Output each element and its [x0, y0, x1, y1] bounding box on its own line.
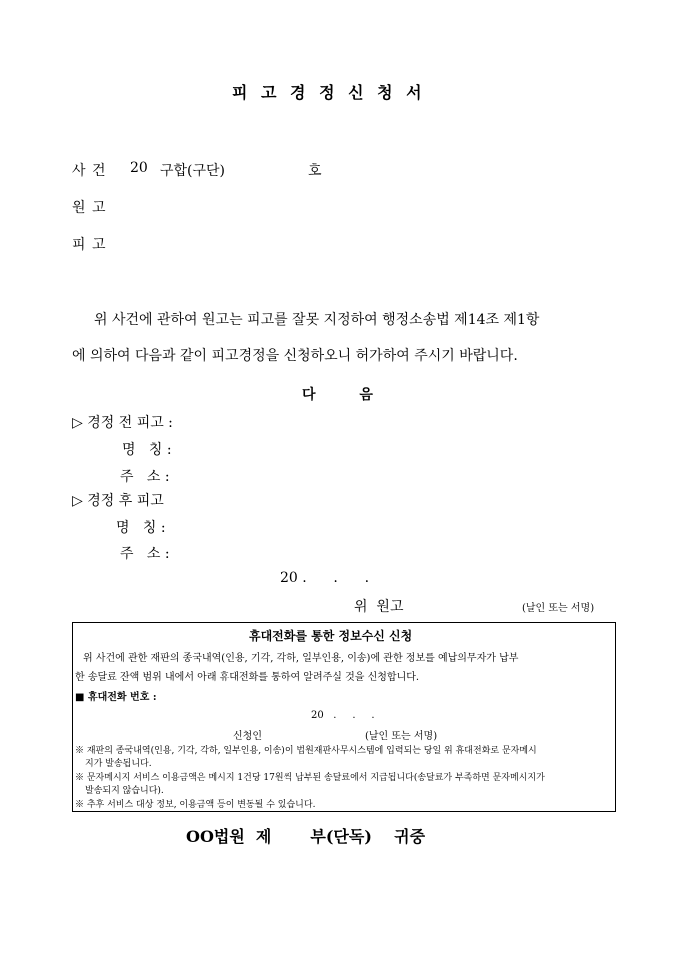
after-address-label: 주 소 : — [120, 546, 170, 562]
sms-desc-line-2: 한 송달료 잔액 범위 내에서 아래 휴대전화를 통하여 알려주실 것을 신청합니다. — [75, 672, 420, 683]
body-line-1: 위 사건에 관하여 원고는 피고를 잘못 지정하여 행정소송법 제14조 제1항 — [94, 312, 540, 328]
plaintiff-label: 원 고 — [72, 200, 107, 216]
case-type: 구합(구단) — [160, 163, 226, 179]
before-address-label: 주 소 : — [120, 469, 170, 485]
sms-application-box — [72, 622, 616, 812]
notice-3: ※ 추후 서비스 대상 정보, 이용금액 등이 변동될 수 있습니다. — [75, 800, 316, 810]
defendant-label: 피 고 — [72, 237, 107, 253]
sms-date: 20 . . . — [311, 710, 375, 721]
before-name-label: 명 칭 : — [122, 442, 172, 458]
notice-2-line-1: ※ 문자메시지 서비스 이용금액은 메시지 1건당 17원씩 납부된 송달료에서 지급됩니다(송달료가 부족하면 문자메시지가 — [75, 773, 545, 783]
notice-1-line-1: ※ 재판의 종국내역(인용, 기각, 각하, 일부인용, 이송)이 법원재판사무시스템에 입력되는 당일 위 휴대전화로 문자메시 — [75, 746, 537, 756]
date-line: 20 . . . — [280, 570, 370, 586]
applicant-label: 신청인 — [233, 731, 262, 742]
page-title: 피 고 경 정 신 청 서 — [232, 83, 426, 102]
sms-box-title: 휴대전화를 통한 정보수신 신청 — [249, 629, 413, 643]
notice-2-line-2: 발송되지 않습니다). — [85, 786, 164, 796]
case-label: 사 건 — [72, 163, 107, 179]
sms-desc-line-1: 위 사건에 관한 재판의 종국내역(인용, 기각, 각하, 일부인용, 이송)에 관한 정보를 예납의무자가 납부 — [83, 653, 519, 664]
seal-note: (날인 또는 서명) — [522, 603, 595, 614]
case-year: 20 — [130, 160, 148, 176]
body-line-2: 에 의하여 다음과 같이 피고경정을 신청하오니 허가하여 주시기 바랍니다. — [72, 348, 518, 364]
section-heading: 다 음 — [302, 387, 373, 403]
after-defendant-heading: ▷ 경정 후 피고 — [72, 493, 164, 509]
applicant-seal-note: (날인 또는 서명) — [365, 731, 438, 742]
court-addressee: OO법원 제 부(단독) 귀중 — [186, 827, 426, 846]
signer-label: 위 원고 — [354, 599, 404, 615]
after-name-label: 명 칭 : — [116, 520, 166, 536]
before-defendant-heading: ▷ 경정 전 피고 : — [72, 415, 173, 431]
phone-number-label: ■ 휴대전화 번호 : — [75, 692, 157, 703]
notice-1-line-2: 지가 발송됩니다. — [85, 759, 152, 769]
case-number-suffix: 호 — [308, 163, 322, 179]
